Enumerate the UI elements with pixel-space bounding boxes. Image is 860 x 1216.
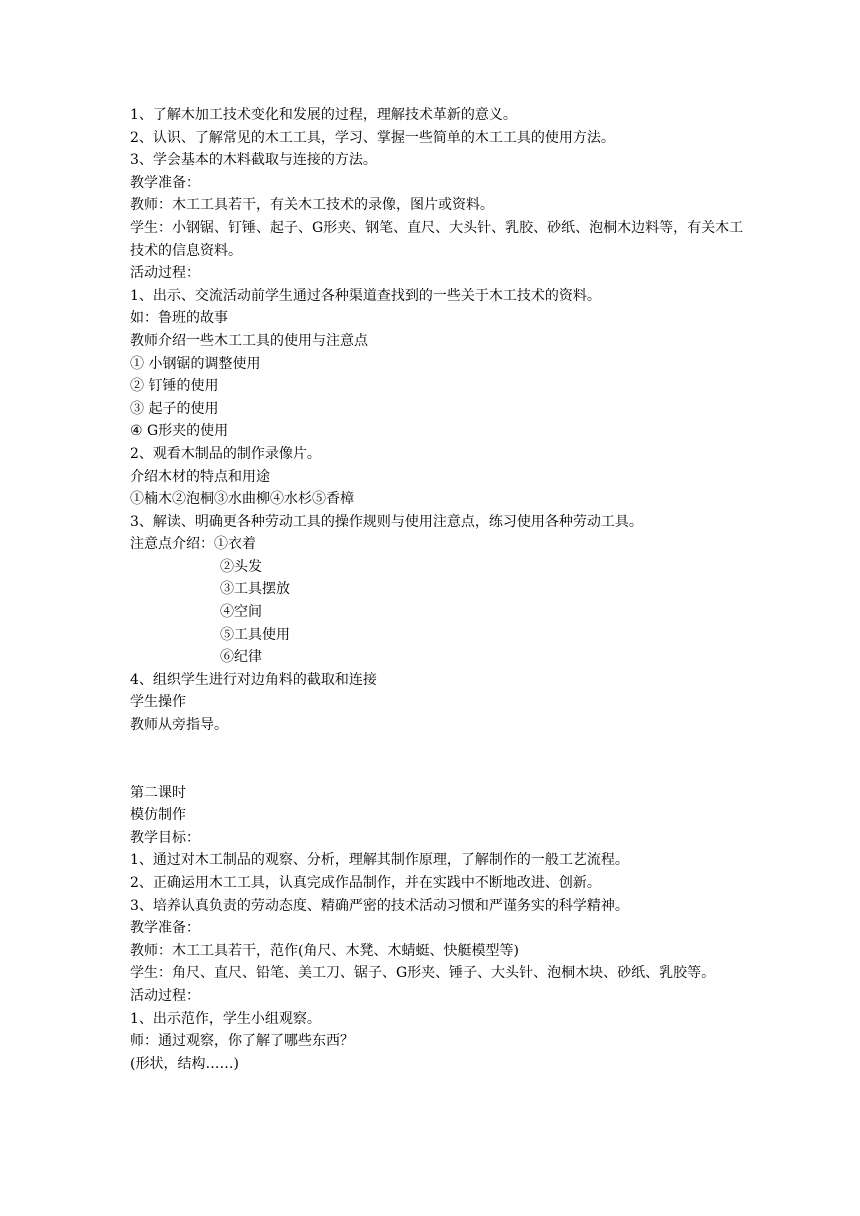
lesson-title: 第二课时 <box>130 784 186 801</box>
tool-item: ④ G形夹的使用 <box>130 423 229 440</box>
prep-heading: 教学准备： <box>130 920 200 937</box>
objective-line: 2、正确运用木工工具，认真完成作品制作，并在实践中不断地改进、创新。 <box>130 875 601 891</box>
objective-line: 2、认识、了解常见的木工工具，学习、掌握一些简单的木工工具的使用方法。 <box>130 129 615 146</box>
objective-line: 1、通过对木工制品的观察、分析，理解其制作原理，了解制作的一般工艺流程。 <box>130 852 629 869</box>
prep-heading: 教学准备： <box>130 174 200 191</box>
objective-line: 3、学会基本的木料截取与连接的方法。 <box>130 152 377 169</box>
note-item: ①衣着 <box>214 536 256 553</box>
tool-item: ③ 起子的使用 <box>130 400 219 417</box>
teacher-guide: 教师从旁指导。 <box>130 717 228 734</box>
tools-intro: 教师介绍一些木工工具的使用与注意点 <box>130 332 368 349</box>
step-3: 3、解读、明确更各种劳动工具的操作规则与使用注意点，练习使用各种劳动工具。 <box>130 513 643 530</box>
student-operation: 学生操作 <box>130 694 186 711</box>
step-1: 1、出示范作，学生小组观察。 <box>130 1010 321 1027</box>
wood-intro: 介绍木材的特点和用途 <box>130 468 270 485</box>
lesson-subtitle: 模仿制作 <box>130 807 186 824</box>
document-page <box>130 104 750 1075</box>
process-heading: 活动过程： <box>130 265 200 282</box>
note-item: ⑤工具使用 <box>220 626 290 643</box>
notes-line <box>130 533 750 556</box>
note-item: ②头发 <box>220 558 262 575</box>
prep-teacher: 教师：木工工具若干，有关木工技术的录像，图片或资料。 <box>130 197 494 214</box>
objectives-heading: 教学目标： <box>130 829 200 846</box>
note-item: ④空间 <box>220 604 262 621</box>
process-heading: 活动过程： <box>130 987 200 1004</box>
note-item: ⑥纪律 <box>220 649 262 666</box>
prep-teacher: 教师：木工工具若干，范作(角尺、木凳、木蜻蜓、快艇模型等) <box>130 942 519 959</box>
prep-student: 学生：小钢锯、钉锤、起子、G形夹、钢笔、直尺、大头针、乳胶、砂纸、泡桐木边料等，有关木工技术的信息资料。 <box>130 219 744 259</box>
objective-line: 3、培养认真负责的劳动态度、精确严密的技术活动习惯和严谨务实的科学精神。 <box>130 897 629 914</box>
student-answer: (形状，结构……) <box>130 1055 239 1072</box>
step-2: 2、观看木制品的制作录像片。 <box>130 445 321 462</box>
wood-list: ①楠木②泡桐③水曲柳④水杉⑤香樟 <box>130 491 354 508</box>
tool-item: ① 小钢锯的调整使用 <box>130 355 261 372</box>
note-item: ③工具摆放 <box>220 581 290 598</box>
notes-label: 注意点介绍： <box>130 536 214 553</box>
step-1: 1、出示、交流活动前学生通过各种渠道查找到的一些关于木工技术的资料。 <box>130 287 601 304</box>
tool-item: ② 钉锤的使用 <box>130 378 219 395</box>
step-4: 4、组织学生进行对边角料的截取和连接 <box>130 671 377 688</box>
section-gap <box>130 737 750 782</box>
prep-student: 学生：角尺、直尺、铅笔、美工刀、锯子、G形夹、锤子、大头针、泡桐木块、砂纸、乳胶等。 <box>130 965 716 982</box>
example-text: 如：鲁班的故事 <box>130 310 228 327</box>
objective-line: 1、了解木加工技术变化和发展的过程，理解技术革新的意义。 <box>130 107 517 123</box>
teacher-question: 师：通过观察，你了解了哪些东西？ <box>130 1033 354 1050</box>
